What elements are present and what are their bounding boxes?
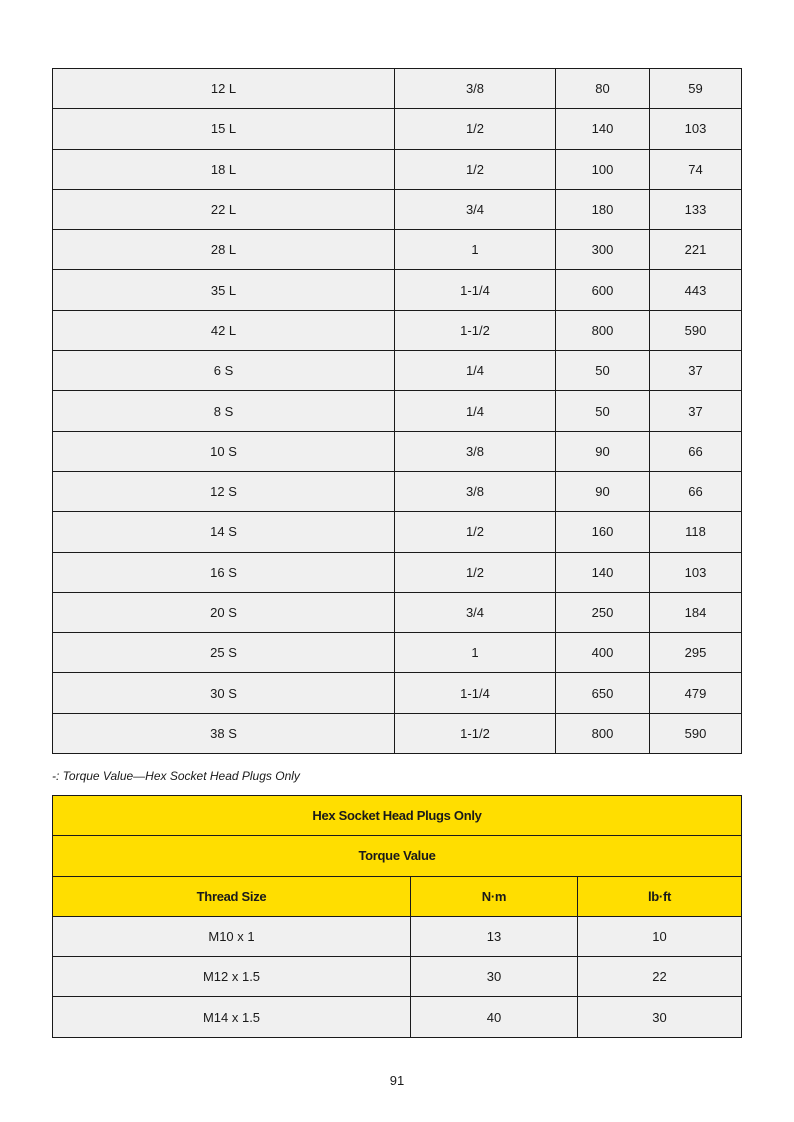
table-cell: 3/4 xyxy=(395,189,556,229)
table-cell: 14 S xyxy=(53,512,395,552)
header-thread-size: Thread Size xyxy=(53,876,411,916)
table-cell: 74 xyxy=(650,149,742,189)
table-cell: M14 x 1.5 xyxy=(53,997,411,1037)
table-cell: 18 L xyxy=(53,149,395,189)
table-row xyxy=(53,633,742,673)
table-cell: 103 xyxy=(650,109,742,149)
table-cell: 30 S xyxy=(53,673,395,713)
table-cell: 221 xyxy=(650,230,742,270)
table-row xyxy=(53,431,742,471)
table-cell: 10 S xyxy=(53,431,395,471)
table-row xyxy=(53,673,742,713)
header-lbft: lb·ft xyxy=(578,876,742,916)
table-cell: 1/2 xyxy=(395,552,556,592)
table-cell: 160 xyxy=(556,512,650,552)
table-row xyxy=(53,270,742,310)
table-cell: 25 S xyxy=(53,633,395,673)
table-row xyxy=(53,552,742,592)
table-cell: M12 x 1.5 xyxy=(53,957,411,997)
table-cell: 600 xyxy=(556,270,650,310)
table-row xyxy=(53,512,742,552)
table-cell: 3/8 xyxy=(395,471,556,511)
table-cell: 42 L xyxy=(53,310,395,350)
table-cell: 1 xyxy=(395,633,556,673)
table-cell: 10 xyxy=(578,916,742,956)
table-row xyxy=(53,592,742,632)
table-cell: 37 xyxy=(650,391,742,431)
table-cell: 3/8 xyxy=(395,431,556,471)
table-row xyxy=(53,69,742,109)
table-cell: 300 xyxy=(556,230,650,270)
table-cell: 295 xyxy=(650,633,742,673)
table-cell: 28 L xyxy=(53,230,395,270)
table-cell: 3/4 xyxy=(395,592,556,632)
table-cell: 1/2 xyxy=(395,109,556,149)
page-number: 91 xyxy=(389,1073,405,1088)
table-cell: 140 xyxy=(556,552,650,592)
hex-table-body xyxy=(53,916,742,1037)
table-cell: 1 xyxy=(395,230,556,270)
table-cell: 1/2 xyxy=(395,512,556,552)
table-cell: 400 xyxy=(556,633,650,673)
table-cell: 1-1/4 xyxy=(395,673,556,713)
table-cell: 30 xyxy=(578,997,742,1037)
table-cell: 66 xyxy=(650,431,742,471)
table-cell: 90 xyxy=(556,471,650,511)
table-cell: 66 xyxy=(650,471,742,511)
table-row xyxy=(53,957,742,997)
table-cell: 1/4 xyxy=(395,351,556,391)
table-cell: 1-1/2 xyxy=(395,713,556,753)
hex-table-subtitle-row xyxy=(53,836,742,876)
table-cell: 140 xyxy=(556,109,650,149)
table-cell: 443 xyxy=(650,270,742,310)
table-cell: 650 xyxy=(556,673,650,713)
table-cell: 100 xyxy=(556,149,650,189)
table-cell: 180 xyxy=(556,189,650,229)
table-cell: 800 xyxy=(556,713,650,753)
table-cell: 12 L xyxy=(53,69,395,109)
table-cell: M10 x 1 xyxy=(53,916,411,956)
table-cell: 1-1/2 xyxy=(395,310,556,350)
table-cell: 35 L xyxy=(53,270,395,310)
table-row xyxy=(53,713,742,753)
table-cell: 800 xyxy=(556,310,650,350)
table-row xyxy=(53,916,742,956)
table-cell: 50 xyxy=(556,391,650,431)
table-cell: 118 xyxy=(650,512,742,552)
table-cell: 6 S xyxy=(53,351,395,391)
hex-table-title-row xyxy=(53,796,742,836)
table-row xyxy=(53,109,742,149)
table-row xyxy=(53,471,742,511)
table-cell: 1/4 xyxy=(395,391,556,431)
table-cell: 37 xyxy=(650,351,742,391)
table-cell: 15 L xyxy=(53,109,395,149)
table-cell: 479 xyxy=(650,673,742,713)
table-row xyxy=(53,230,742,270)
table-row xyxy=(53,189,742,229)
hex-table-title: Hex Socket Head Plugs Only xyxy=(53,796,742,836)
table-cell: 1-1/4 xyxy=(395,270,556,310)
header-nm: N·m xyxy=(411,876,578,916)
table-cell: 133 xyxy=(650,189,742,229)
table-cell: 8 S xyxy=(53,391,395,431)
table-cell: 13 xyxy=(411,916,578,956)
table-cell: 103 xyxy=(650,552,742,592)
table-row xyxy=(53,351,742,391)
hex-socket-table xyxy=(52,795,742,1038)
table-row xyxy=(53,391,742,431)
torque-table xyxy=(52,68,742,754)
table-cell: 16 S xyxy=(53,552,395,592)
table-row xyxy=(53,310,742,350)
table-cell: 184 xyxy=(650,592,742,632)
table-row xyxy=(53,149,742,189)
table-cell: 90 xyxy=(556,431,650,471)
table-cell: 40 xyxy=(411,997,578,1037)
table-cell: 59 xyxy=(650,69,742,109)
table-cell: 12 S xyxy=(53,471,395,511)
table-cell: 50 xyxy=(556,351,650,391)
table-cell: 38 S xyxy=(53,713,395,753)
table-row xyxy=(53,997,742,1037)
torque-table-body xyxy=(53,69,742,754)
table-cell: 590 xyxy=(650,713,742,753)
table-cell: 22 L xyxy=(53,189,395,229)
table-cell: 1/2 xyxy=(395,149,556,189)
table-cell: 30 xyxy=(411,957,578,997)
table-cell: 20 S xyxy=(53,592,395,632)
hex-table-subtitle: Torque Value xyxy=(53,836,742,876)
table-cell: 590 xyxy=(650,310,742,350)
table-cell: 250 xyxy=(556,592,650,632)
hex-table-header-row xyxy=(53,876,742,916)
table-cell: 80 xyxy=(556,69,650,109)
table-cell: 22 xyxy=(578,957,742,997)
table-caption: -: Torque Value—Hex Socket Head Plugs Only xyxy=(52,769,300,783)
table-cell: 3/8 xyxy=(395,69,556,109)
